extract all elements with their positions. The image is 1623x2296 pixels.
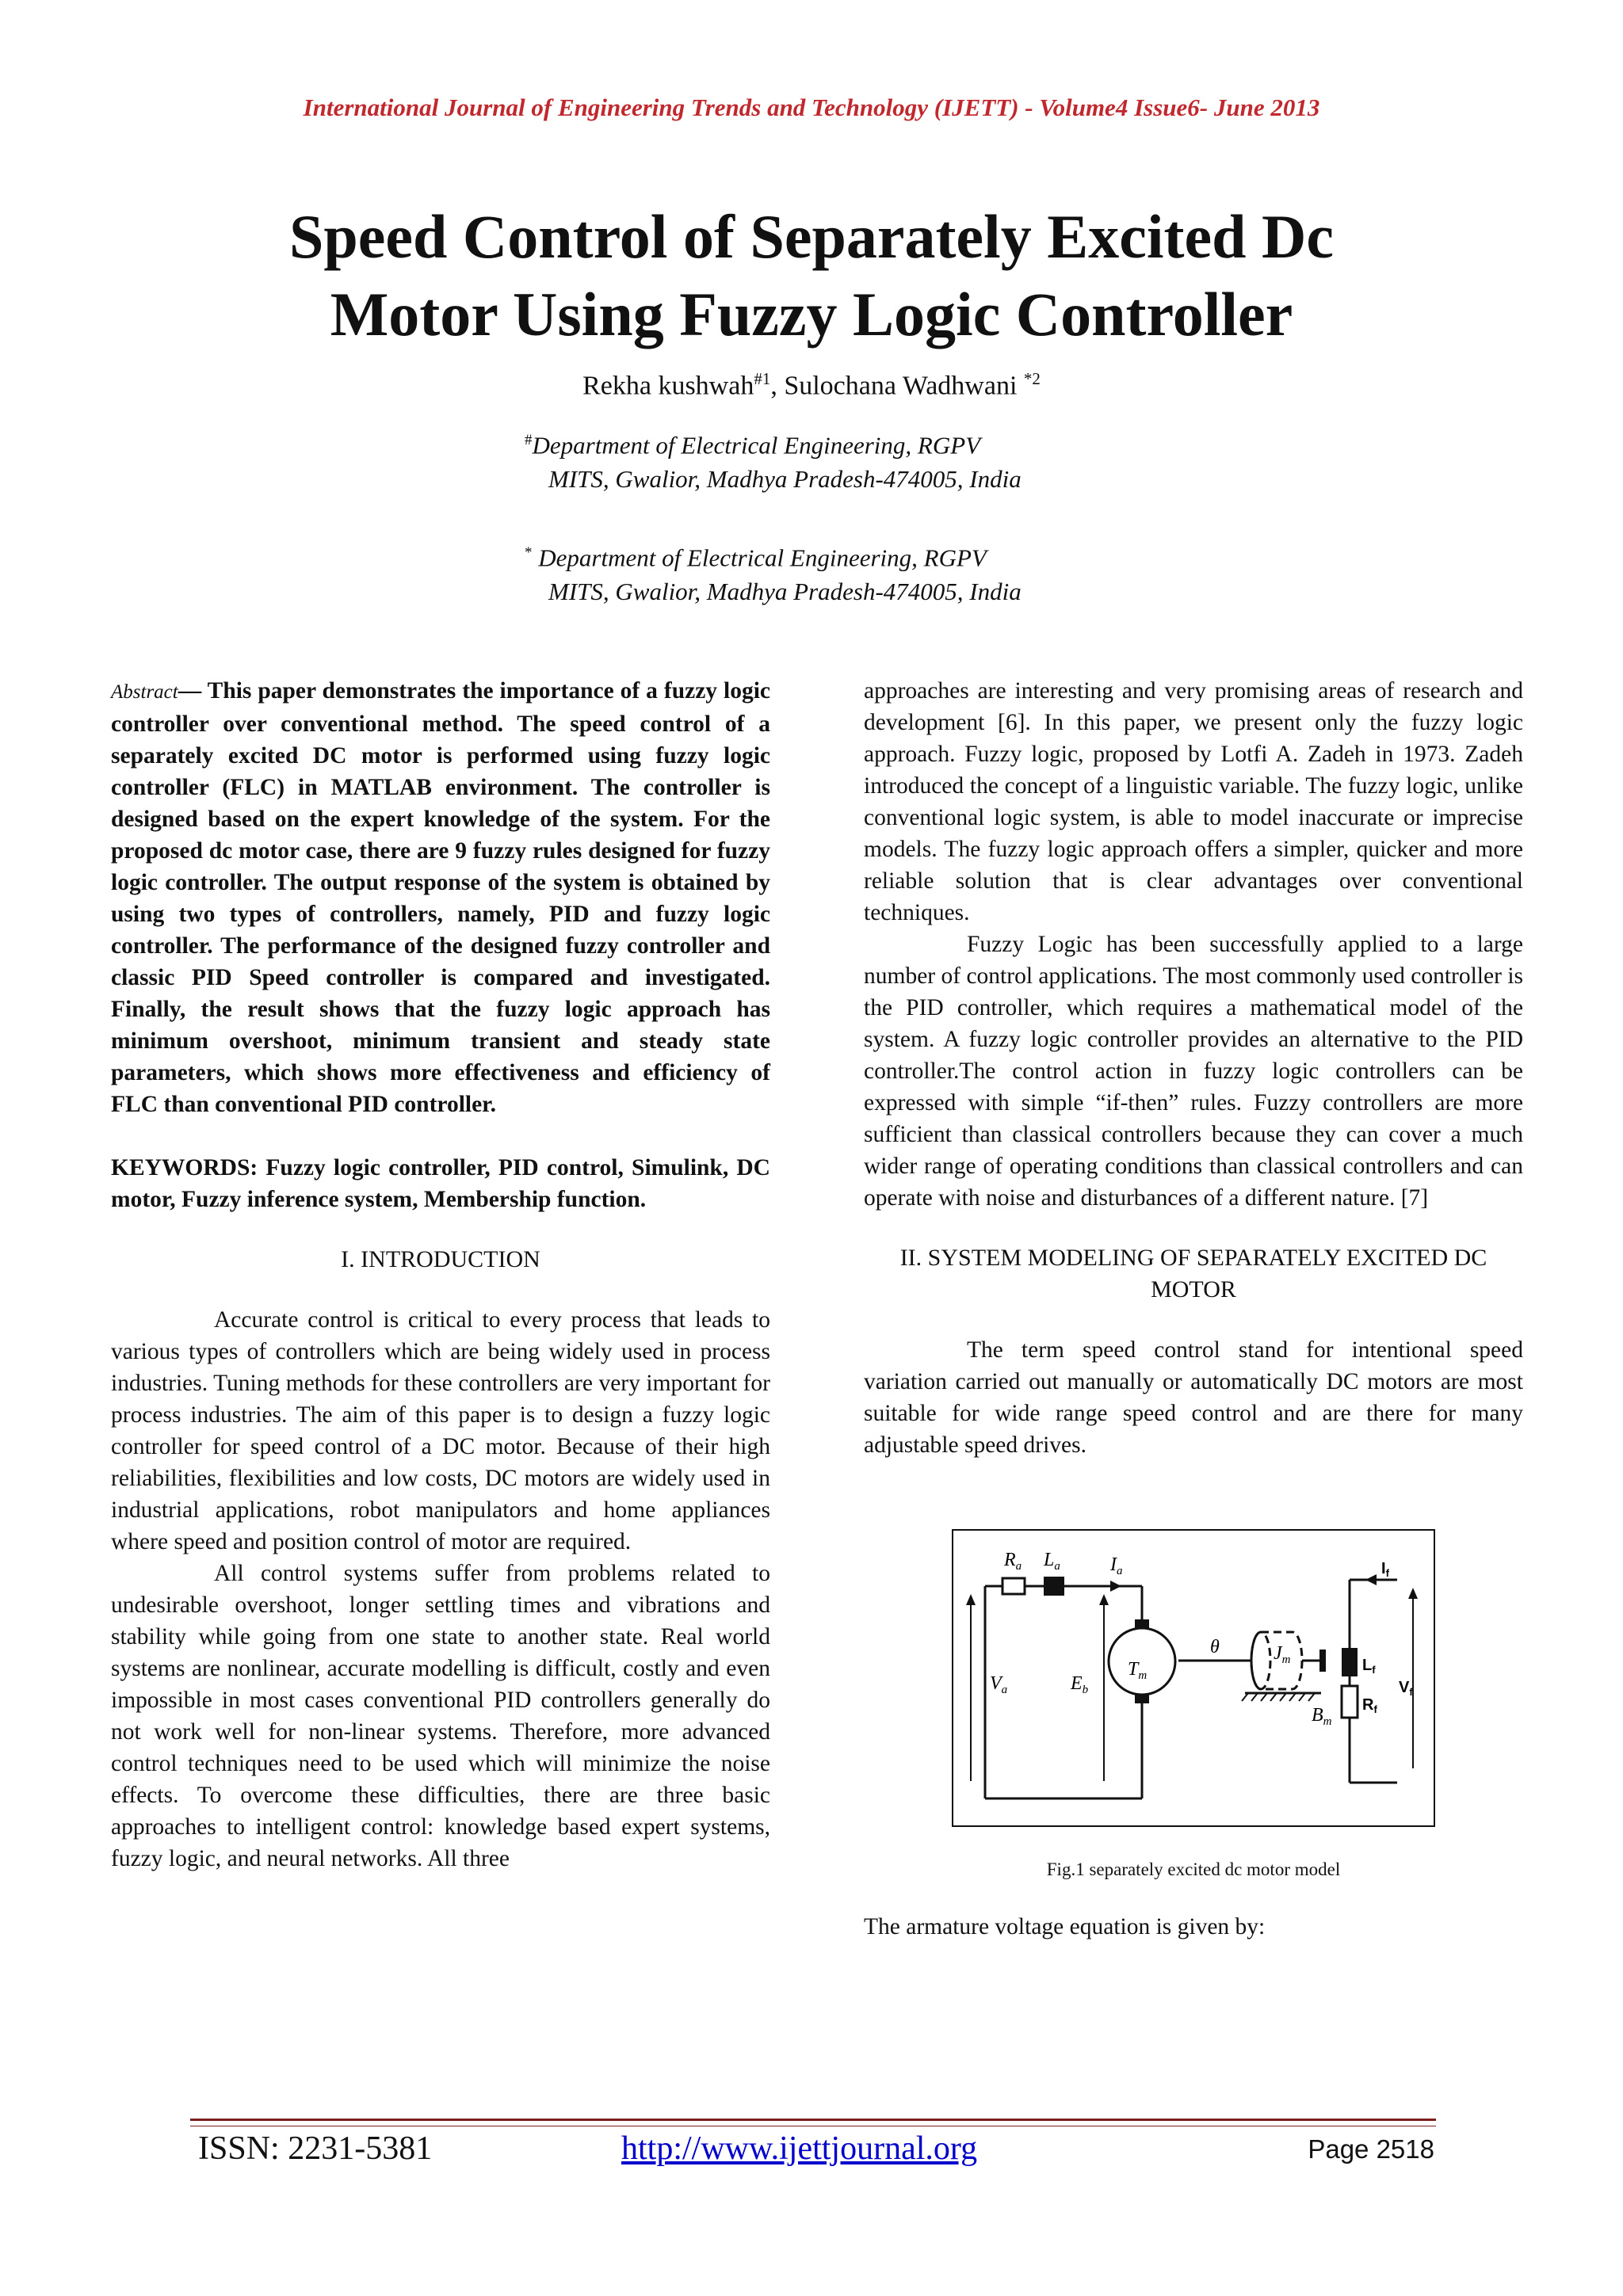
section-1-heading: I. INTRODUCTION [341,1246,540,1272]
journal-header: International Journal of Engineering Trends and Technology (IJETT) - Volume4 Issue6- June 2013 [303,93,1320,121]
author-1: Rekha kushwah [582,371,754,401]
figure-caption: Fig.1 separately excited dc motor model [1046,1859,1341,1879]
label-va: $V_a$ [990,1673,1008,1696]
intro-paragraph-2: All control systems suffer from problems related to undesirable overshoot, longer settling times and vibrations and stability while going from one state to another state. Real world systems are nonlinear, accurate modelling is difficult, costly and even impossible in most cases conventional PID controllers generally do not work well for non-linear systems. Therefore, more advanced control techniques need to be used which will minimize the noise effects. To overcome these difficulties, there are three basic approaches to intelligent control: knowledge based expert systems, fuzzy logic, and neural networks. All three [111,1561,770,1871]
label-ia: $I_a$ [1110,1554,1123,1577]
label-rf: $R_f$ [1362,1696,1377,1715]
shaft-end-block [1319,1650,1326,1672]
right-column [864,675,1523,1943]
ra-resistor [1002,1578,1025,1594]
modeling-paragraph: The term speed control stand for intentional speed variation carried out manually or automatically DC motors are most suitable for wide range speed control and are there for many adjustable speed drives. [864,1337,1523,1458]
affiliation-1 [525,423,1022,496]
if-arrow-head [1365,1574,1377,1585]
author-1-mark: #1 [754,369,771,388]
motor-circuit-diagram [953,1531,1434,1825]
intro-paragraph-1: Accurate control is critical to every process that leads to various types of controllers which are being widely used in process industries. Tuning methods for these controllers are very important for process industries. The aim of this paper is to design a fuzzy logic controller for speed control of a DC motor. Because of their high reliabilities, flexibilities and low costs, DC motors are widely used in industrial applications, robot manipulators and home appliances where speed and position control of motor are required. [111,1307,770,1554]
abstract-lead: Abstract [111,681,178,703]
label-jm: $J_m$ [1274,1643,1291,1666]
rf-resistor [1342,1686,1358,1718]
affiliation-2-mark: * [525,544,533,561]
ia-arrow-head [1110,1581,1121,1592]
author-2: Sulochana Wadhwani [784,371,1024,401]
page-footer [198,2130,1434,2169]
footer-issn: ISSN: 2231-5381 [198,2130,433,2167]
author-2-mark: *2 [1023,369,1041,388]
affiliation-1-line-2: MITS, Gwalior, Madhya Pradesh-474005, India [548,465,1022,494]
fuzzy-paragraph: Fuzzy Logic has been successfully applied to a large number of control applications. The most commonly used controller is the PID controller, which requires a mathematical model of the system. A fuzzy logic controller provides an alternative to the PID controller.The control action in fuzzy logic controllers can be expressed with simple “if-then” rules. Fuzzy controllers are more sufficient than classical controllers because they can cover a much wider range of operating conditions than classical controllers and can operate with noise and disturbances of a different nature. [7] [864,932,1523,1211]
la-inductor [1044,1577,1064,1596]
affiliation-1-mark: # [525,432,533,448]
label-la: $L_a$ [1044,1550,1060,1573]
author-separator: , [770,371,785,401]
section-2-heading: II. SYSTEM MODELING OF SEPARATELY EXCITED DC MOTOR [899,1245,1487,1302]
affiliation-2-line-2: MITS, Gwalior, Madhya Pradesh-474005, India [548,578,1022,606]
title-line-1: Speed Control of Separately Excited Dc [289,202,1334,271]
keywords: KEYWORDS: Fuzzy logic controller, PID control, Simulink, DC motor, Fuzzy inference system, Membership function. [111,1155,770,1212]
continued-paragraph: approaches are interesting and very promising areas of research and development [6]. In this paper, we present only the fuzzy logic approach. Fuzzy logic, proposed by Lotfi A. Zadeh in 1973. Zadeh introduced the concept of a linguistic variable. The fuzzy logic, unlike conventional logic system, is able to model inaccurate or imprecise models. The fuzzy logic approach offers a simpler, quicker and more reliable solution that is clear advantages over conventional techniques. [864,678,1523,925]
label-eb: $E_b$ [1071,1673,1089,1696]
affiliation-2-line-1: Department of Electrical Engineering, RGPV [532,543,987,572]
title-line-2: Motor Using Fuzzy Logic Controller [330,280,1293,349]
abstract-text: — This paper demonstrates the importance of a fuzzy logic controller over conventional method. The speed control of a separately excited DC motor is performed using fuzzy logic controller (FLC) in MATLAB environment. The controller is designed based on the expert knowledge of the system. For the proposed dc motor case, there are 9 fuzzy rules designed for fuzzy logic controller. The output response of the system is obtained by using two types of controllers, namely, PID and fuzzy logic controller. The performance of the designed fuzzy controller and classic PID Speed controller is compared and investigated. Finally, the result shows that the fuzzy logic approach has minimum overshoot, minimum transient and steady state parameters, which shows more effectiveness and efficiency of FLC than conventional PID controller. [111,678,770,1117]
eb-arrow-head [1099,1594,1109,1605]
author-list [0,369,1623,401]
motor-armature [1109,1628,1175,1695]
label-bm: $B_m$ [1312,1705,1332,1728]
label-vf: $V_f$ [1399,1679,1413,1698]
paper-title [0,198,1623,353]
va-arrow-head [966,1594,976,1605]
label-ra: $R_a$ [1004,1550,1022,1573]
affiliation-1-line-1: Department of Electrical Engineering, RGPV [532,431,981,460]
armature-equation-intro: The armature voltage equation is given by: [864,1914,1266,1939]
footer-journal-link[interactable]: http://www.ijettjournal.org [621,2130,978,2167]
motor-model-figure [952,1529,1435,1827]
label-tm: $T_m$ [1128,1659,1148,1682]
left-column [111,675,770,1875]
affiliation-2 [525,536,1022,608]
footer-page-number: Page 2518 [1308,2134,1434,2164]
lf-inductor [1342,1648,1358,1676]
label-lf: $L_f$ [1362,1657,1376,1676]
footer-rule [190,2119,1436,2126]
vf-arrow-head [1408,1588,1418,1599]
label-theta: θ [1210,1637,1220,1657]
abstract [111,675,770,1120]
label-if: $I_f$ [1381,1560,1389,1579]
